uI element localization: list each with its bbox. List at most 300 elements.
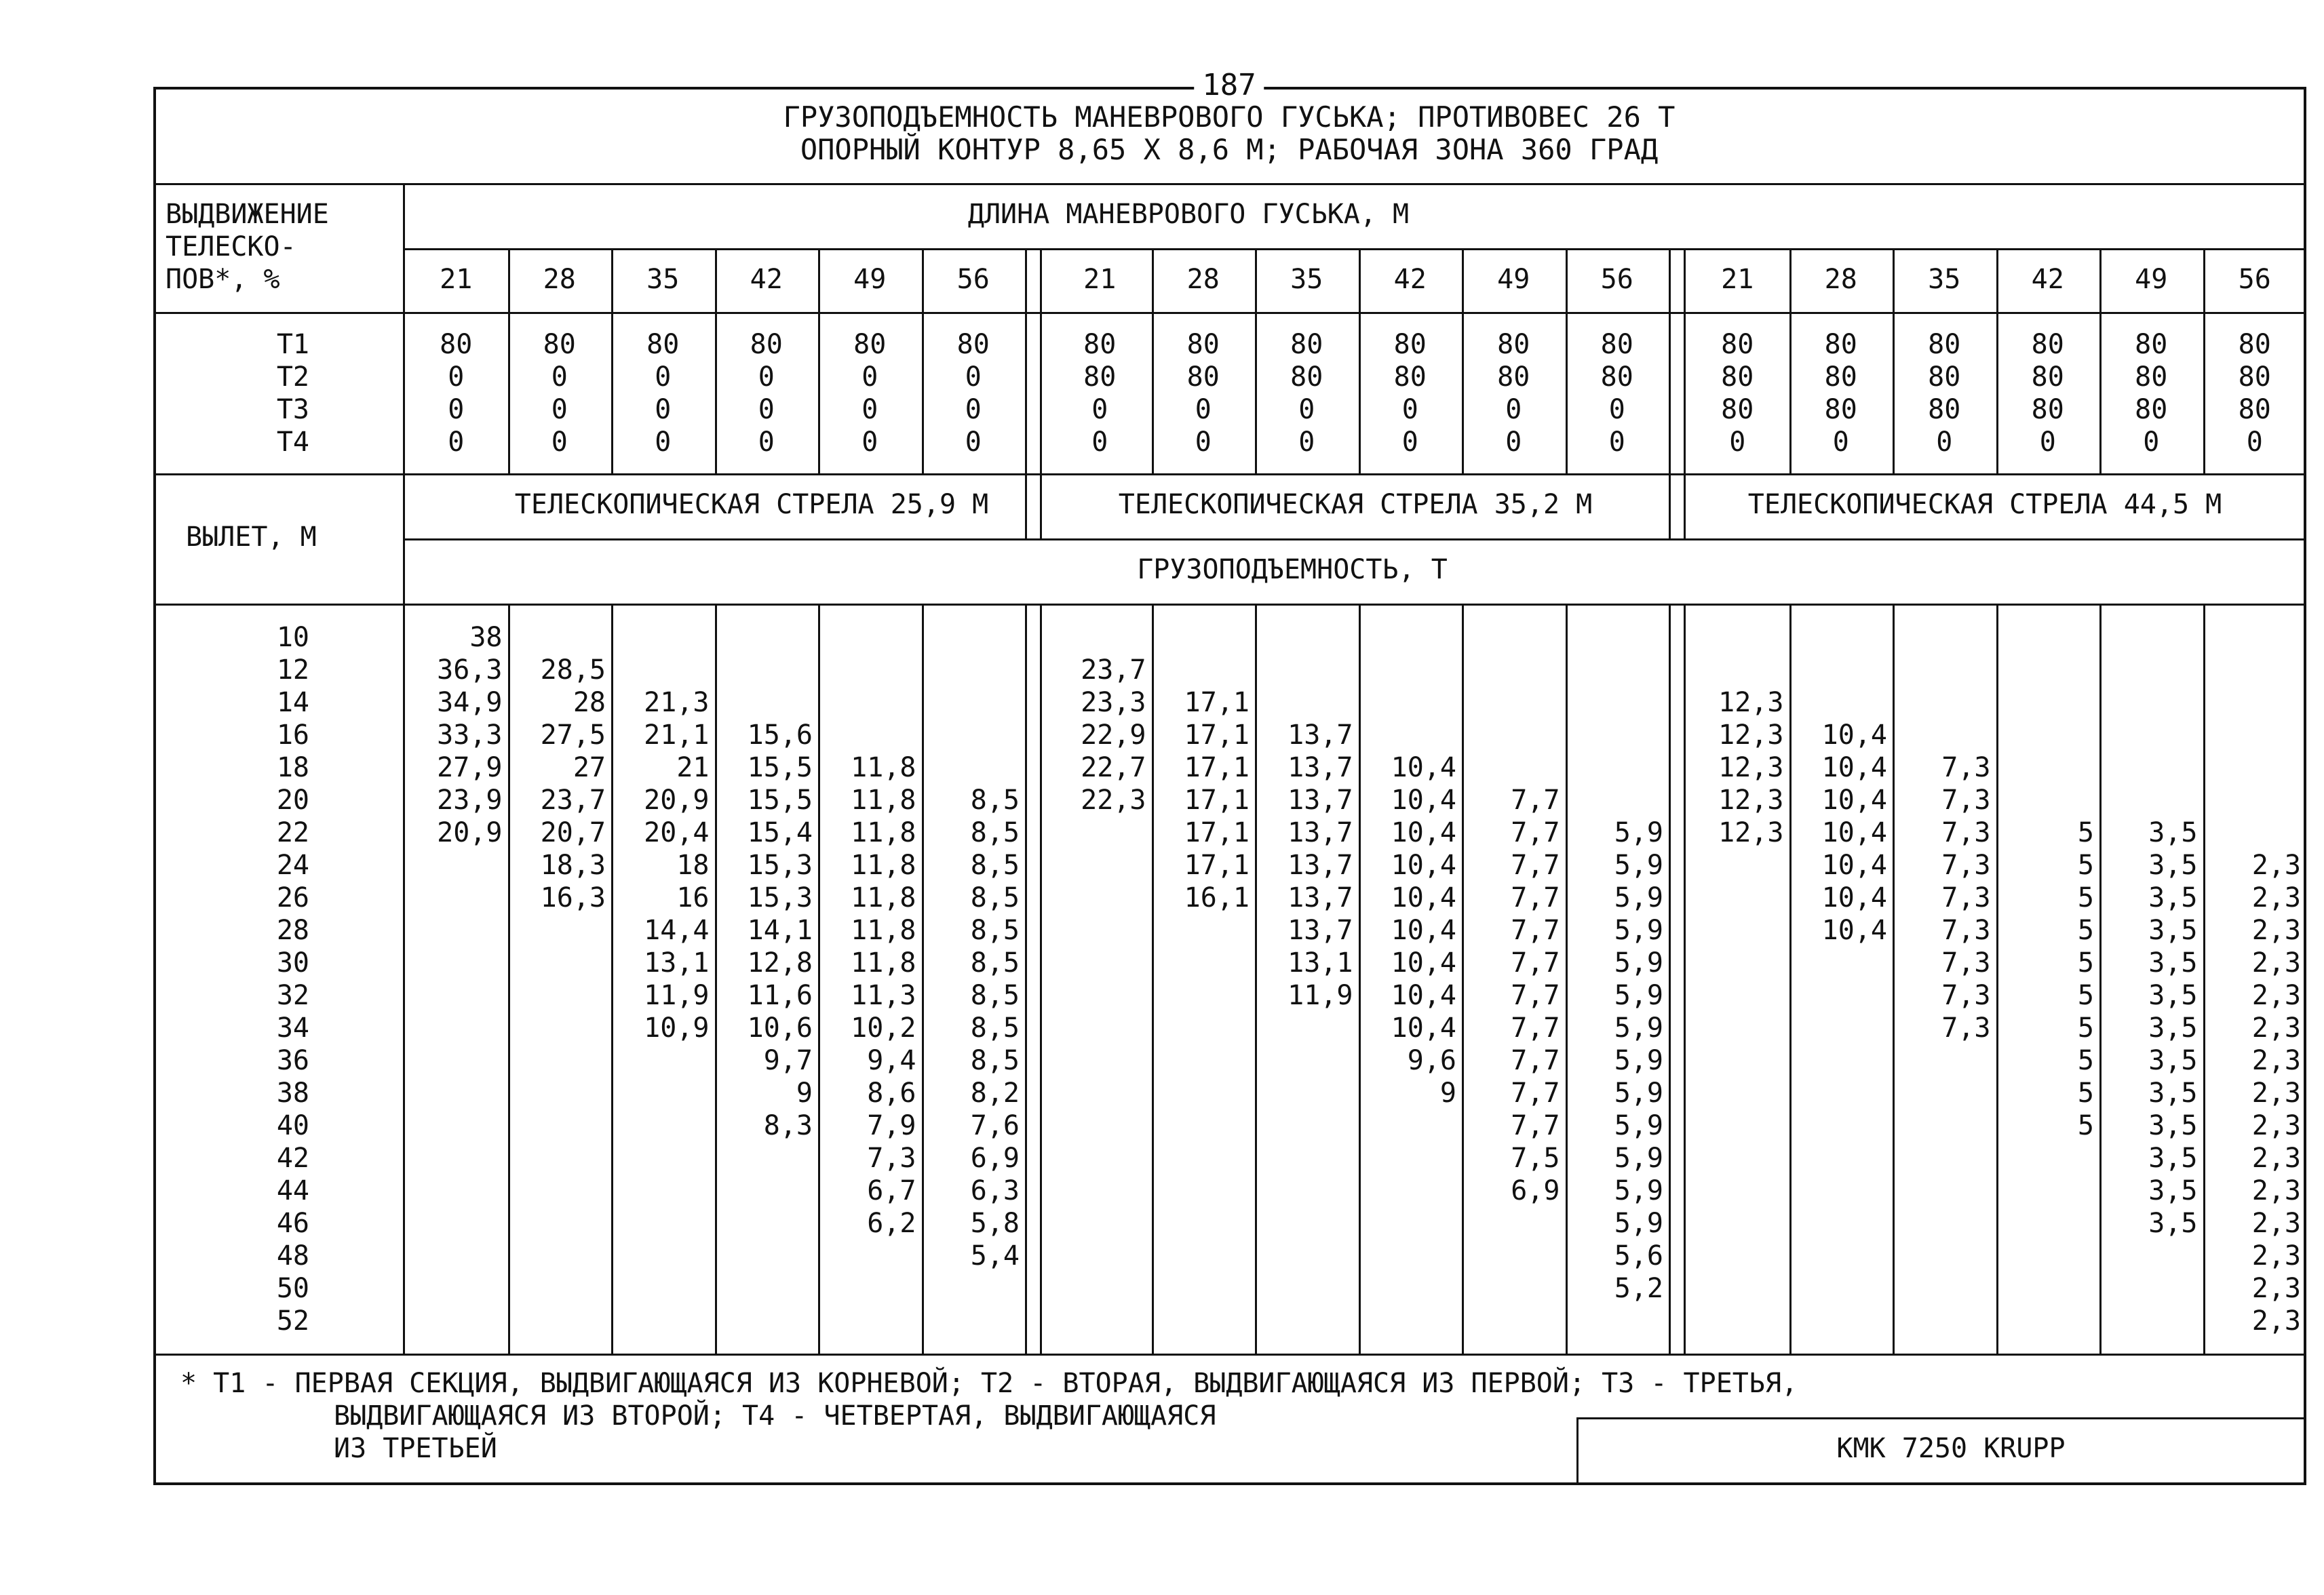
rule-group-sep	[1669, 248, 1671, 538]
footnote-line3: ИЗ ТРЕТЬЕЙ	[334, 1433, 497, 1464]
extension-value: 80	[2238, 394, 2271, 425]
rule-subheader-bottom	[156, 604, 2304, 606]
capacity-value: 27,5	[540, 720, 606, 751]
section-label: Т2	[276, 361, 309, 393]
table-title-line1: ГРУЗОПОДЪЕМНОСТЬ МАНЕВРОВОГО ГУСЬКА; ПРОТИВОВЕС 26 Т	[783, 100, 1676, 134]
rule-col-body	[922, 604, 924, 1354]
jib-length-header: 35	[1928, 264, 1961, 295]
capacity-value: 7,3	[1941, 785, 1991, 816]
extension-value: 0	[1505, 427, 1522, 458]
capacity-value: 6,9	[1511, 1175, 1560, 1206]
rule-group-sep	[1684, 604, 1686, 1354]
extension-value: 80	[1290, 329, 1323, 360]
capacity-value: 27,9	[437, 752, 503, 783]
jib-length-header: 56	[2238, 264, 2271, 295]
rule-col-header	[1789, 248, 1792, 473]
capacity-value: 8,5	[970, 915, 1020, 946]
jib-length-header: 35	[1290, 264, 1323, 295]
capacity-value: 7,3	[1941, 1012, 1991, 1044]
capacity-value: 21	[676, 752, 710, 783]
capacity-value: 12,3	[1718, 687, 1784, 718]
capacity-value: 7,3	[867, 1143, 916, 1174]
extension-value: 0	[2039, 427, 2056, 458]
capacity-value: 10,4	[1391, 915, 1456, 946]
extension-value: 80	[1721, 329, 1754, 360]
capacity-value: 13,7	[1287, 817, 1353, 848]
capacity-value: 3,5	[2148, 1143, 2198, 1174]
radius-label: 32	[276, 980, 309, 1011]
extension-label-line1: ВЫДВИЖЕНИЕ	[166, 199, 329, 230]
capacity-value: 10,4	[1391, 947, 1456, 979]
capacity-value: 2,3	[2251, 850, 2301, 881]
capacity-value: 23,7	[1081, 654, 1146, 686]
rule-col-body	[508, 604, 510, 1354]
extension-value: 0	[1936, 427, 1953, 458]
capacity-value: 15,4	[747, 817, 813, 848]
capacity-value: 11,9	[1287, 980, 1353, 1011]
extension-value: 0	[448, 361, 465, 393]
extension-value: 0	[861, 361, 878, 393]
extension-value: 0	[861, 427, 878, 458]
capacity-value: 5,9	[1614, 850, 1663, 881]
extension-value: 80	[2031, 394, 2064, 425]
capacity-value: 17,1	[1184, 850, 1250, 881]
rule-col-header	[1996, 248, 1998, 473]
capacity-value: 18	[676, 850, 710, 881]
page-number: 187	[1194, 71, 1264, 100]
rule-col-body	[2203, 604, 2205, 1354]
extension-value: 80	[2135, 361, 2168, 393]
capacity-value: 8,3	[763, 1110, 813, 1141]
rule-col-body	[1566, 604, 1568, 1354]
capacity-value: 13,7	[1287, 785, 1353, 816]
jib-length-header: 28	[1186, 264, 1220, 295]
capacity-value: 27	[573, 752, 606, 783]
capacity-value: 33,3	[437, 720, 503, 751]
capacity-value: 10,4	[1391, 980, 1456, 1011]
extension-value: 80	[1824, 394, 1857, 425]
extension-value: 80	[956, 329, 990, 360]
extension-value: 0	[655, 427, 672, 458]
model-label: КМК 7250 KRUPP	[1836, 1433, 2066, 1464]
capacity-value: 3,5	[2148, 1012, 2198, 1044]
extension-value: 0	[551, 394, 568, 425]
capacity-value: 17,1	[1184, 720, 1250, 751]
capacity-value: 5,9	[1614, 1110, 1663, 1141]
jib-length-header: 42	[2031, 264, 2064, 295]
jib-length-header: 21	[1721, 264, 1754, 295]
jib-length-header: 28	[543, 264, 576, 295]
extension-value: 80	[2135, 329, 2168, 360]
extension-value: 0	[1091, 394, 1108, 425]
rule-col-body	[1893, 604, 1895, 1354]
extension-value: 0	[1195, 394, 1212, 425]
capacity-value: 2,3	[2251, 1045, 2301, 1076]
capacity-value: 8,5	[970, 850, 1020, 881]
jib-length-header: 35	[646, 264, 680, 295]
capacity-value: 21,3	[644, 687, 710, 718]
extension-value: 80	[1928, 394, 1961, 425]
extension-value: 80	[440, 329, 473, 360]
rule-col-header	[922, 248, 924, 473]
capacity-value: 17,1	[1184, 752, 1250, 783]
capacity-value: 10,4	[1391, 752, 1456, 783]
capacity-value: 22,9	[1081, 720, 1146, 751]
rule-col-body	[818, 604, 820, 1354]
capacity-value: 16,1	[1184, 882, 1250, 913]
rule-col-header	[1359, 248, 1361, 473]
capacity-value: 11,9	[644, 980, 710, 1011]
capacity-value: 7,3	[1941, 882, 1991, 913]
extension-value: 80	[646, 329, 680, 360]
jib-length-label: ДЛИНА МАНЕВРОВОГО ГУСЬКА, М	[967, 199, 1410, 230]
extension-value: 80	[2238, 329, 2271, 360]
rule-model-box-top	[1578, 1417, 2304, 1419]
rule-col-header	[611, 248, 613, 473]
capacity-value: 8,2	[970, 1078, 1020, 1109]
capacity-value: 7,7	[1511, 817, 1560, 848]
extension-value: 0	[655, 361, 672, 393]
outreach-label: ВЫЛЕТ, М	[186, 521, 317, 553]
extension-value: 80	[1497, 361, 1530, 393]
capacity-value: 2,3	[2251, 1143, 2301, 1174]
capacity-value: 5,9	[1614, 817, 1663, 848]
rule-col-body	[1359, 604, 1361, 1354]
capacity-value: 6,3	[970, 1175, 1020, 1206]
rule-group-sep	[1025, 248, 1027, 538]
extension-value: 0	[1298, 394, 1315, 425]
extension-value: 0	[1298, 427, 1315, 458]
capacity-value: 3,5	[2148, 882, 2198, 913]
extension-value: 80	[543, 329, 576, 360]
radius-label: 14	[276, 687, 309, 718]
capacity-value: 3,5	[2148, 1078, 2198, 1109]
capacity-value: 8,5	[970, 980, 1020, 1011]
capacity-value: 5	[2077, 882, 2094, 913]
section-label: Т3	[276, 394, 309, 425]
radius-label: 36	[276, 1045, 309, 1076]
section-label: Т4	[276, 427, 309, 458]
capacity-value: 5	[2077, 817, 2094, 848]
capacity-value: 10,2	[851, 1012, 916, 1044]
capacity-value: 9,4	[867, 1045, 916, 1076]
rule-col-header	[715, 248, 717, 473]
extension-value: 0	[1608, 394, 1625, 425]
capacity-value: 5,9	[1614, 947, 1663, 979]
capacity-value: 12,3	[1718, 752, 1784, 783]
extension-label-line2: ТЕЛЕСКО-	[166, 231, 296, 262]
capacity-value: 16,3	[540, 882, 606, 913]
extension-value: 80	[1928, 361, 1961, 393]
capacity-value: 2,3	[2251, 882, 2301, 913]
capacity-value: 6,2	[867, 1208, 916, 1239]
capacity-value: 7,3	[1941, 752, 1991, 783]
capacity-value: 7,3	[1941, 980, 1991, 1011]
capacity-value: 3,5	[2148, 947, 2198, 979]
rule-col-header	[2099, 248, 2102, 473]
extension-value: 0	[758, 361, 775, 393]
rule-jib-label-bottom	[404, 248, 2304, 250]
rule-extension-bottom	[156, 473, 2304, 475]
capacity-value: 3,5	[2148, 980, 2198, 1011]
rule-col-header	[1462, 248, 1464, 473]
capacity-value: 7,7	[1511, 1012, 1560, 1044]
capacity-value: 10,4	[1821, 817, 1887, 848]
rule-group-sep	[1025, 604, 1027, 1354]
rule-title-bottom	[156, 183, 2304, 185]
capacity-value: 13,7	[1287, 850, 1353, 881]
extension-value: 80	[1186, 361, 1220, 393]
capacity-value: 14,1	[747, 915, 813, 946]
capacity-value: 20,9	[437, 817, 503, 848]
capacity-value: 15,5	[747, 752, 813, 783]
extension-value: 80	[2031, 329, 2064, 360]
extension-value: 80	[2031, 361, 2064, 393]
capacity-value: 3,5	[2148, 1208, 2198, 1239]
capacity-value: 5,9	[1614, 1045, 1663, 1076]
section-label: Т1	[276, 329, 309, 360]
capacity-value: 13,1	[1287, 947, 1353, 979]
capacity-value: 2,3	[2251, 1208, 2301, 1239]
capacity-value: 15,6	[747, 720, 813, 751]
extension-value: 80	[1083, 361, 1117, 393]
capacity-value: 15,3	[747, 882, 813, 913]
capacity-value: 11,8	[851, 915, 916, 946]
boom-label-35-2: ТЕЛЕСКОПИЧЕСКАЯ СТРЕЛА 35,2 М	[1118, 489, 1593, 520]
capacity-value: 10,4	[1391, 817, 1456, 848]
capacity-value: 7,7	[1511, 1045, 1560, 1076]
capacity-value: 2,3	[2251, 980, 2301, 1011]
capacity-value: 15,3	[747, 850, 813, 881]
capacity-value: 13,7	[1287, 752, 1353, 783]
rule-model-box-left	[1576, 1417, 1579, 1485]
rule-col-body	[715, 604, 717, 1354]
extension-value: 0	[1401, 427, 1418, 458]
capacity-value: 6,7	[867, 1175, 916, 1206]
capacity-value: 10,9	[644, 1012, 710, 1044]
extension-value: 0	[1832, 427, 1849, 458]
extension-value: 80	[2135, 394, 2168, 425]
extension-value: 0	[965, 427, 982, 458]
capacity-value: 5,4	[970, 1240, 1020, 1272]
extension-value: 0	[861, 394, 878, 425]
extension-value: 80	[750, 329, 783, 360]
rule-col-body	[611, 604, 613, 1354]
capacity-value: 5	[2077, 850, 2094, 881]
capacity-value: 7,3	[1941, 947, 1991, 979]
capacity-value: 2,3	[2251, 1012, 2301, 1044]
capacity-value: 5	[2077, 1078, 2094, 1109]
jib-length-header: 49	[853, 264, 887, 295]
capacity-value: 5	[2077, 1110, 2094, 1141]
capacity-value: 11,8	[851, 817, 916, 848]
capacity-value: 11,8	[851, 785, 916, 816]
radius-label: 38	[276, 1078, 309, 1109]
extension-value: 0	[1608, 427, 1625, 458]
capacity-value: 5,6	[1614, 1240, 1663, 1272]
radius-label: 52	[276, 1305, 309, 1337]
rule-col-header	[818, 248, 820, 473]
capacity-value: 3,5	[2148, 817, 2198, 848]
capacity-value: 12,3	[1718, 720, 1784, 751]
capacity-value: 28,5	[540, 654, 606, 686]
extension-value: 0	[448, 394, 465, 425]
capacity-value: 20,9	[644, 785, 710, 816]
rule-col-body	[1152, 604, 1154, 1354]
extension-value: 0	[1091, 427, 1108, 458]
capacity-value: 10,4	[1391, 785, 1456, 816]
extension-value: 0	[551, 361, 568, 393]
capacity-value: 7,7	[1511, 947, 1560, 979]
extension-value: 0	[965, 394, 982, 425]
radius-label: 46	[276, 1208, 309, 1239]
capacity-value: 8,6	[867, 1078, 916, 1109]
capacity-value: 9,7	[763, 1045, 813, 1076]
extension-value: 0	[551, 427, 568, 458]
rule-header-bottom	[156, 312, 2304, 314]
capacity-value: 7,6	[970, 1110, 1020, 1141]
extension-value: 80	[1497, 329, 1530, 360]
capacity-value: 7,3	[1941, 850, 1991, 881]
extension-value: 80	[1600, 361, 1633, 393]
capacity-value: 2,3	[2251, 1273, 2301, 1304]
capacity-value: 3,5	[2148, 1045, 2198, 1076]
extension-value: 0	[965, 361, 982, 393]
rule-group-sep	[1040, 604, 1042, 1354]
radius-label: 16	[276, 720, 309, 751]
capacity-value: 21,1	[644, 720, 710, 751]
capacity-value: 8,5	[970, 882, 1020, 913]
radius-label: 10	[276, 622, 309, 653]
extension-value: 80	[1083, 329, 1117, 360]
capacity-value: 5,9	[1614, 1143, 1663, 1174]
radius-label: 44	[276, 1175, 309, 1206]
capacity-value: 20,7	[540, 817, 606, 848]
capacity-value: 7,7	[1511, 915, 1560, 946]
capacity-value: 10,4	[1821, 752, 1887, 783]
rule-col-header	[1255, 248, 1257, 473]
extension-value: 0	[448, 427, 465, 458]
capacity-value: 2,3	[2251, 915, 2301, 946]
extension-value: 0	[758, 394, 775, 425]
capacity-value: 11,8	[851, 752, 916, 783]
capacity-value: 38	[469, 622, 503, 653]
capacity-value: 5	[2077, 980, 2094, 1011]
radius-label: 12	[276, 654, 309, 686]
extension-value: 80	[1290, 361, 1323, 393]
capacity-value: 12,8	[747, 947, 813, 979]
rule-col-header	[508, 248, 510, 473]
rule-col-body	[1255, 604, 1257, 1354]
extension-value: 0	[2246, 427, 2263, 458]
jib-length-header: 28	[1824, 264, 1857, 295]
capacity-value: 12,3	[1718, 817, 1784, 848]
extension-value: 80	[1824, 361, 1857, 393]
capacity-value: 5	[2077, 947, 2094, 979]
capacity-value: 23,3	[1081, 687, 1146, 718]
radius-label: 28	[276, 915, 309, 946]
radius-label: 50	[276, 1273, 309, 1304]
rule-body-bottom	[156, 1354, 2304, 1356]
jib-length-header: 42	[750, 264, 783, 295]
extension-value: 80	[1928, 329, 1961, 360]
capacity-value: 2,3	[2251, 1240, 2301, 1272]
capacity-value: 15,5	[747, 785, 813, 816]
capacity-value: 10,4	[1821, 720, 1887, 751]
capacity-value: 10,4	[1821, 882, 1887, 913]
capacity-value: 13,7	[1287, 915, 1353, 946]
capacity-value: 8,5	[970, 1045, 1020, 1076]
rule-group-sep	[1669, 604, 1671, 1354]
extension-value: 80	[1721, 361, 1754, 393]
rule-group-sep	[1040, 248, 1042, 538]
capacity-value: 5,8	[970, 1208, 1020, 1239]
radius-label: 30	[276, 947, 309, 979]
capacity-value: 11,8	[851, 850, 916, 881]
capacity-value: 7,5	[1511, 1143, 1560, 1174]
radius-label: 48	[276, 1240, 309, 1272]
capacity-value: 5	[2077, 1045, 2094, 1076]
capacity-label: ГРУЗОПОДЪЕМНОСТЬ, Т	[1137, 554, 1448, 585]
capacity-value: 8,5	[970, 785, 1020, 816]
capacity-value: 5,9	[1614, 980, 1663, 1011]
extension-label-line3: ПОВ*, %	[166, 264, 280, 295]
jib-length-header: 56	[956, 264, 990, 295]
capacity-value: 7,7	[1511, 785, 1560, 816]
capacity-value: 8,5	[970, 947, 1020, 979]
extension-value: 80	[1186, 329, 1220, 360]
capacity-value: 5,9	[1614, 1208, 1663, 1239]
jib-length-header: 21	[1083, 264, 1117, 295]
capacity-value: 9	[796, 1078, 813, 1109]
capacity-value: 13,7	[1287, 882, 1353, 913]
capacity-value: 10,4	[1821, 850, 1887, 881]
jib-length-header: 42	[1393, 264, 1427, 295]
rule-col-body	[1462, 604, 1464, 1354]
capacity-value: 28	[573, 687, 606, 718]
capacity-value: 2,3	[2251, 947, 2301, 979]
radius-label: 20	[276, 785, 309, 816]
capacity-value: 10,4	[1821, 915, 1887, 946]
jib-length-header: 56	[1600, 264, 1633, 295]
capacity-value: 7,7	[1511, 1078, 1560, 1109]
boom-label-44-5: ТЕЛЕСКОПИЧЕСКАЯ СТРЕЛА 44,5 М	[1747, 489, 2222, 520]
rule-col-body	[1789, 604, 1792, 1354]
capacity-value: 14,4	[644, 915, 710, 946]
capacity-value: 2,3	[2251, 1175, 2301, 1206]
footnote-line2: ВЫДВИГАЮЩАЯСЯ ИЗ ВТОРОЙ; Т4 - ЧЕТВЕРТАЯ, ВЫДВИГАЮЩАЯСЯ	[334, 1400, 1216, 1432]
capacity-value: 2,3	[2251, 1110, 2301, 1141]
capacity-value: 10,4	[1391, 882, 1456, 913]
capacity-value: 8,5	[970, 1012, 1020, 1044]
extension-value: 80	[1721, 394, 1754, 425]
capacity-value: 3,5	[2148, 850, 2198, 881]
capacity-value: 5,9	[1614, 1078, 1663, 1109]
radius-label: 42	[276, 1143, 309, 1174]
rule-col-header	[1566, 248, 1568, 473]
rule-col-header	[1893, 248, 1895, 473]
capacity-value: 3,5	[2148, 915, 2198, 946]
capacity-value: 23,9	[437, 785, 503, 816]
capacity-value: 9	[1439, 1078, 1456, 1109]
extension-value: 0	[758, 427, 775, 458]
extension-value: 0	[2143, 427, 2160, 458]
capacity-value: 2,3	[2251, 1078, 2301, 1109]
extension-value: 0	[1505, 394, 1522, 425]
capacity-value: 7,9	[867, 1110, 916, 1141]
extension-value: 0	[1729, 427, 1746, 458]
capacity-value: 11,8	[851, 882, 916, 913]
